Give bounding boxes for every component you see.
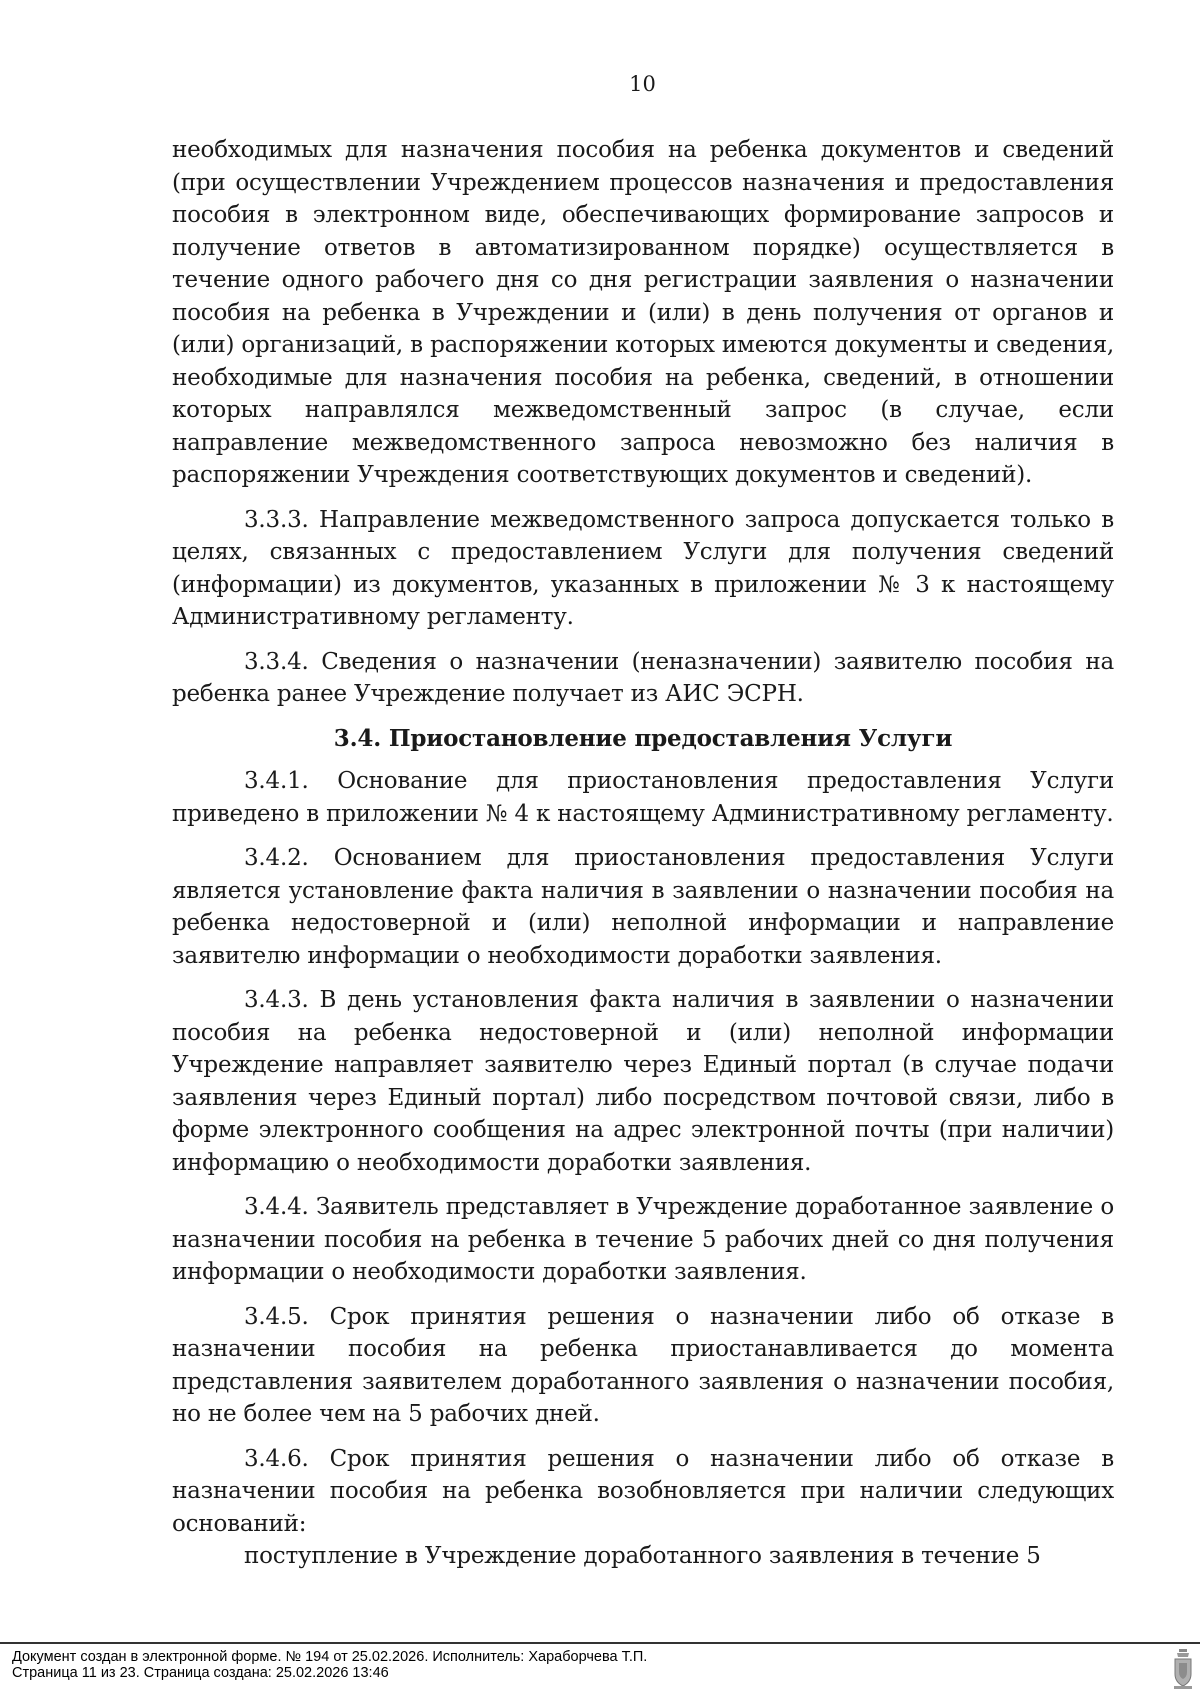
- paragraph-continuation: необходимых для назначения пособия на ребенка документов и сведений (при осуществлении Учреждением процессов назначения и предоставления пособия в электронном виде, обеспечивающих формирование запросов и получение ответов в автоматизированном порядке) осуществляется в течение одного рабочего дня со дня регистрации заявления о назначении пособия на ребенка в Учреждении и (или) в день получения от органов и (или) организаций, в распоряжении которых имеются документы и сведения, необходимые для назначения пособия на ребенка, сведений, в отношении которых направлялся межведомственный запрос (в случае, если направление межведомственного запроса невозможно без наличия в распоряжении Учреждения соответствующих документов и сведений).: [172, 137, 1114, 488]
- document-body: [172, 134, 1114, 1585]
- paragraph-3-3-4: 3.3.4. Сведения о назначении (неназначении) заявителю пособия на ребенка ранее Учреждение получает из АИС ЭСРН.: [172, 648, 1114, 707]
- footer-document-info: Документ создан в электронной форме. № 194 от 25.02.2026. Исполнитель: Хараборчева Т.П.: [12, 1649, 648, 1665]
- paragraph-3-3-3: 3.3.3. Направление межведомственного запроса допускается только в целях, связанных с предоставлением Услуги для получения сведений (информации) из документов, указанных в приложении № 3 к настоящему Административному регламенту.: [172, 506, 1114, 630]
- footer-divider: [0, 1642, 1200, 1644]
- paragraph-3-4-5: 3.4.5. Срок принятия решения о назначении либо об отказе в назначении пособия на ребенка приостанавливается до момента представления заявителем доработанного заявления о назначении пособия, но не более чем на 5 рабочих дней.: [172, 1303, 1114, 1427]
- section-heading-3-4: 3.4. Приостановление предоставления Услуги: [333, 724, 953, 752]
- paragraph-3-4-2: 3.4.2. Основанием для приостановления предоставления Услуги является установление факта наличия в заявлении о назначении пособия на ребенка недостоверной и (или) неполной информации и направление заявителю информации о необходимости доработки заявления.: [172, 845, 1114, 969]
- paragraph-3-4-3: 3.4.3. В день установления факта наличия в заявлении о назначении пособия на ребенка недостоверной и (или) неполной информации Учреждение направляет заявителю через Единый портал (в случае подачи заявления через Единый портал) либо посредством почтовой связи, либо в форме электронного сообщения на адрес электронной почты (при наличии) информацию о необходимости доработки заявления.: [172, 987, 1114, 1176]
- paragraph-3-4-4: 3.4.4. Заявитель представляет в Учреждение доработанное заявление о назначении пособия на ребенка в течение 5 рабочих дней со дня получения информации о необходимости доработки заявления.: [172, 1194, 1114, 1285]
- paragraph-list-item: поступление в Учреждение доработанного заявления в течение 5: [244, 1543, 1041, 1569]
- paragraph-3-4-6: 3.4.6. Срок принятия решения о назначении либо об отказе в назначении пособия на ребенка возобновляется при наличии следующих оснований:: [172, 1445, 1114, 1537]
- footer-page-info: Страница 11 из 23. Страница создана: 25.02.2026 13:46: [12, 1665, 389, 1681]
- document-footer: [12, 1649, 647, 1681]
- coat-of-arms-icon: [1172, 1648, 1194, 1690]
- page-number: 10: [629, 72, 656, 96]
- paragraph-3-4-1: 3.4.1. Основание для приостановления предоставления Услуги приведено в приложении № 4 к настоящему Административному регламенту.: [172, 768, 1114, 827]
